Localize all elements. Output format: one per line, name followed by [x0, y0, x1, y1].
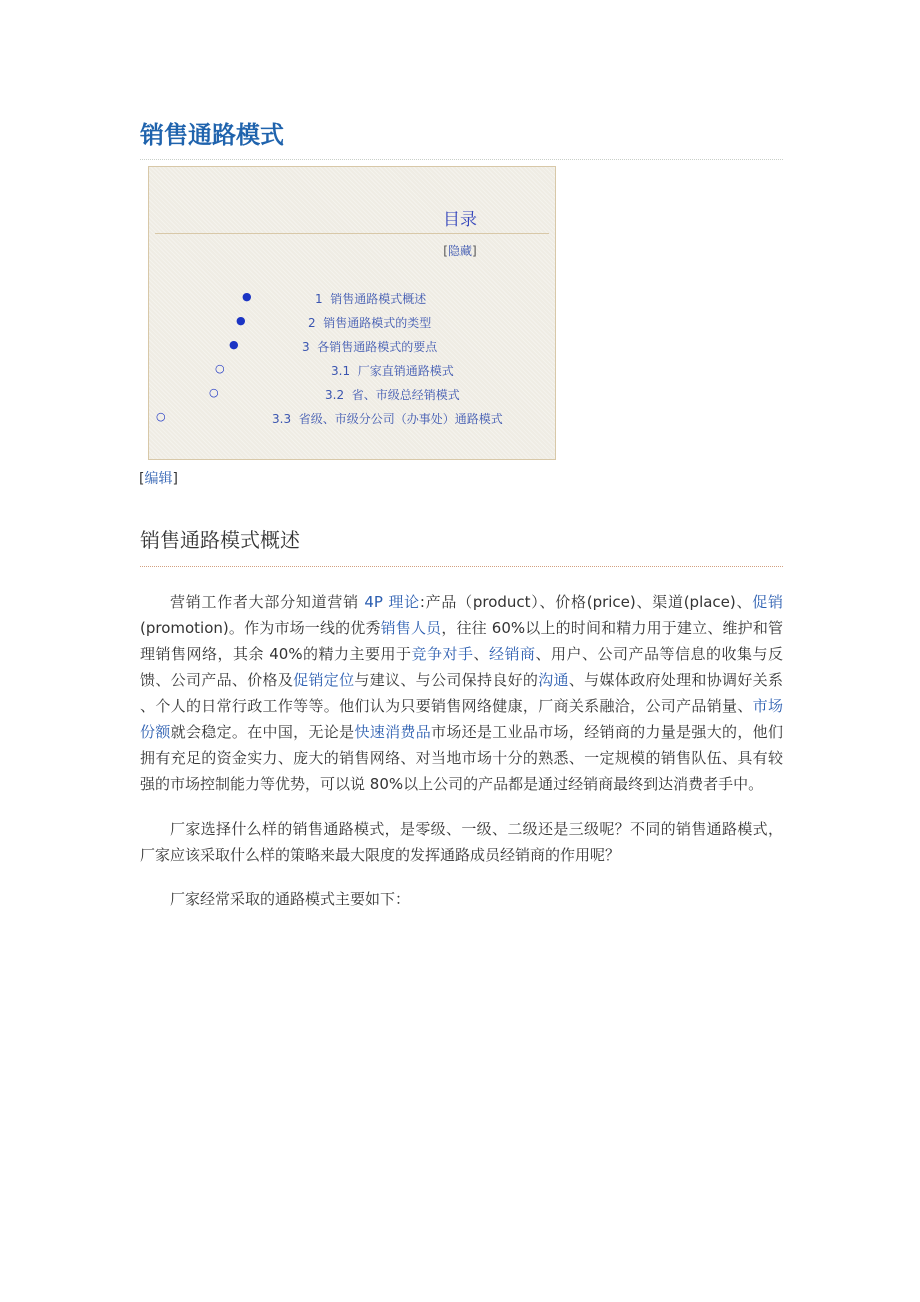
paragraph-3: [140, 886, 783, 912]
text-run: 理销售网络，其余 40%的精力主要用于: [140, 645, 412, 663]
inline-link[interactable]: 促销: [752, 593, 783, 611]
toc-item-label: 省级、市级分公司（办事处）通路模式: [298, 412, 503, 426]
toc-hide-toggle: [隐藏]: [443, 244, 477, 258]
inline-link[interactable]: 沟通: [538, 671, 569, 689]
text-line: [140, 667, 783, 693]
text-run: (promotion)。作为市场一线的优秀: [140, 619, 381, 637]
toc-title: 目录: [443, 210, 477, 230]
paragraph-2: [140, 816, 783, 868]
paragraph-1: [140, 589, 783, 797]
edit-link[interactable]: 编辑: [144, 471, 173, 487]
inline-link[interactable]: 4P 理论: [364, 593, 420, 611]
title-divider: [140, 159, 783, 160]
toc-item-3-3[interactable]: [272, 410, 503, 427]
inline-link[interactable]: 竞争对手: [411, 645, 474, 663]
text-run: 馈、公司产品、价格及: [140, 671, 294, 689]
toc-hide-link[interactable]: 隐藏: [447, 244, 472, 258]
toc-item-num: 1: [315, 292, 323, 306]
inline-link[interactable]: 份额: [140, 723, 171, 741]
page-title: 销售通路模式: [140, 121, 284, 149]
text-line: [140, 641, 783, 667]
text-line: [140, 816, 783, 842]
section-divider: [140, 566, 783, 567]
text-run: 、与媒体政府处理和协调好关系: [568, 671, 783, 689]
text-run: 、: [473, 645, 490, 663]
toc-item-2[interactable]: [308, 314, 431, 331]
toc-item-label: 厂家直销通路模式: [357, 364, 454, 378]
toc-item-3[interactable]: [302, 338, 437, 355]
text-run: ，往往 60%以上的时间和精力用于建立、维护和管: [441, 619, 783, 637]
bullet-filled-icon: ●: [236, 314, 246, 327]
text-run: 市场还是工业品市场，经销商的力量是强大的，他们: [431, 723, 783, 741]
toc-item-num: 3.1: [331, 364, 351, 378]
text-run: 拥有充足的资金实力、庞大的销售网络、对当地市场十分的熟悉、一定规模的销售队伍、具有较: [140, 749, 783, 767]
toc-item-label: 销售通路模式概述: [330, 292, 427, 306]
text-run: 营销工作者大部分知道营销: [170, 593, 365, 611]
text-run: 厂家选择什么样的销售通路模式，是零级、一级、二级还是三级呢？不同的销售通路模式，: [170, 820, 783, 838]
toc-item-3-1[interactable]: [331, 362, 454, 379]
text-run: 、用户、公司产品等信息的收集与反: [535, 645, 783, 663]
edit-section: [编辑]: [139, 471, 178, 487]
inline-link[interactable]: 市场: [752, 697, 783, 715]
inline-link[interactable]: 快速消费品: [354, 723, 432, 741]
text-line: [140, 771, 783, 797]
bullet-filled-icon: ●: [242, 290, 252, 303]
text-line: [140, 719, 783, 745]
toc-item-num: 3.3: [272, 412, 292, 426]
inline-link[interactable]: 促销定位: [293, 671, 355, 689]
text-run: 、个人的日常行政工作等等。他们认为只要销售网络健康，厂商关系融洽，公司产品销量、: [140, 697, 753, 715]
toc-item-label: 各销售通路模式的要点: [317, 340, 438, 354]
bullet-hollow-icon: ○: [156, 410, 166, 423]
text-run: 强的市场控制能力等优势，可以说 80%以上公司的产品都是通过经销商最终到达消费者手中。: [140, 775, 764, 793]
bullet-hollow-icon: ○: [215, 362, 225, 375]
section-heading: 销售通路模式概述: [140, 528, 300, 552]
text-line: [140, 745, 783, 771]
toc-item-3-2[interactable]: [325, 386, 460, 403]
text-line: [140, 842, 783, 868]
text-run: 厂家应该采取什么样的策略来最大限度的发挥通路成员经销商的作用呢？: [140, 846, 621, 864]
toc-divider: [155, 233, 549, 234]
toc-item-num: 3.2: [325, 388, 345, 402]
bullet-filled-icon: ●: [229, 338, 239, 351]
text-run: 与建议、与公司保持良好的: [354, 671, 539, 689]
text-run: :产品（product）、价格(price)、渠道(place)、: [419, 593, 753, 611]
toc-item-num: 3: [302, 340, 310, 354]
text-line: [140, 886, 783, 912]
bullet-hollow-icon: ○: [209, 386, 219, 399]
text-run: 厂家经常采取的通路模式主要如下：: [170, 890, 411, 908]
text-run: 就会稳定。在中国，无论是: [170, 723, 355, 741]
text-line: [140, 693, 783, 719]
toc-item-num: 2: [308, 316, 316, 330]
text-line: [140, 589, 783, 615]
toc-item-label: 省、市级总经销模式: [351, 388, 460, 402]
text-line: [140, 615, 783, 641]
toc-item-1[interactable]: [315, 290, 426, 307]
toc-item-label: 销售通路模式的类型: [323, 316, 432, 330]
inline-link[interactable]: 销售人员: [380, 619, 442, 637]
inline-link[interactable]: 经销商: [489, 645, 536, 663]
